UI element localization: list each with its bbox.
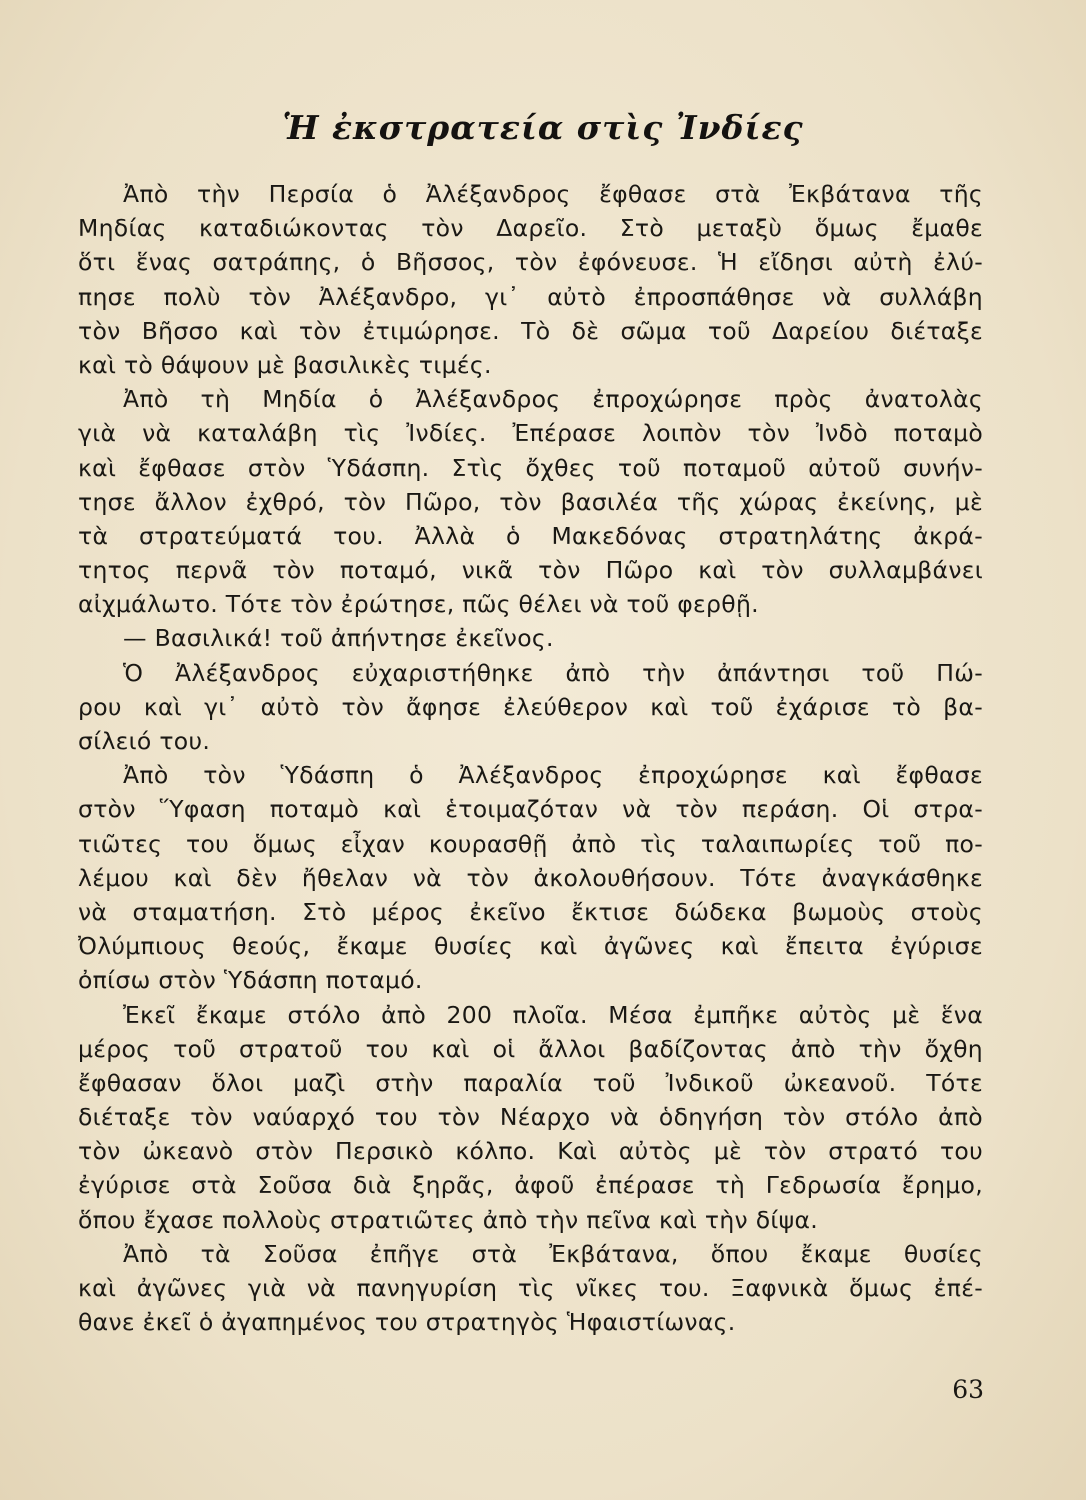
text-line: Ἀπὸ τὰ Σοῦσα ἐπῆγε στὰ Ἐκβάτανα, ὅπου ἔκαμε θυσίες [123,1239,983,1268]
text-line: καὶ ἀγῶνες γιὰ νὰ πανηγυρίση τὶς νῖκες του. Ξαφνικὰ ὅμως ἐπέ- [78,1274,983,1302]
text-line: ὅπου ἔχασε πολλοὺς στρατιῶτες ἀπὸ τὴν πεῖνα καὶ τὴν δίψα. [78,1205,819,1234]
text-line: καὶ τὸ θάψουν μὲ βασιλικὲς τιμές. [78,350,492,379]
text-line: ἐγύρισε στὰ Σοῦσα διὰ ξηρᾶς, ἀφοῦ ἐπέρασε τὴ Γεδρωσία ἔρημο, [78,1171,983,1200]
text-line: στὸν Ὕφαση ποταμὸ καὶ ἑτοιμαζόταν νὰ τὸν περάση. Οἱ στρα- [78,795,983,824]
text-line: Ὁ Ἀλέξανδρος εὐχαριστήθηκε ἀπὸ τὴν ἀπάντησι τοῦ Πώ- [123,658,983,687]
text-line: Μηδίας καταδιώκοντας τὸν Δαρεῖο. Στὸ μεταξὺ ὅμως ἔμαθε [78,214,983,243]
text-line: Ἀπὸ τὸν Ὑδάσπη ὁ Ἀλέξανδρος ἐπροχώρησε καὶ ἔφθασε [123,761,983,790]
text-line: διέταξε τὸν ναύαρχό του τὸν Νέαρχο νὰ ὁδηγήση τὸν στόλο ἀπὸ [78,1103,983,1132]
text-line: αἰχμάλωτο. Τότε τὸν ἐρώτησε, πῶς θέλει νὰ τοῦ φερθῇ. [78,590,759,619]
text-line: ρου καὶ γι᾽ αὐτὸ τὸν ἄφησε ἐλεύθερον καὶ τοῦ ἐχάρισε τὸ βα- [78,692,983,721]
text-line: τὸν ὠκεανὸ στὸν Περσικὸ κόλπο. Καὶ αὐτὸς μὲ τὸν στρατό του [78,1137,983,1166]
text-line: ὀπίσω στὸν Ὑδάσπη ποταμό. [78,966,423,995]
text-line: λέμου καὶ δὲν ἤθελαν νὰ τὸν ἀκολουθήσουν. Τότε ἀναγκάσθηκε [78,863,983,892]
text-line: θανε ἐκεῖ ὁ ἀγαπημένος του στρατηγὸς Ἡφαιστίωνας. [78,1308,736,1337]
text-line: καὶ ἔφθασε στὸν Ὑδάσπη. Στὶς ὄχθες τοῦ ποταμοῦ αὐτοῦ συνήν- [78,453,983,482]
text-line: πησε πολὺ τὸν Ἀλέξανδρο, γι᾽ αὐτὸ ἐπροσπάθησε νὰ συλλάβη [78,282,983,311]
text-line: μέρος τοῦ στρατοῦ του καὶ οἱ ἄλλοι βαδίζοντας ἀπὸ τὴν ὄχθη [78,1034,983,1063]
text-line: — Βασιλικά! τοῦ ἀπήντησε ἐκεῖνος. [123,624,554,653]
text-line: Ἀπὸ τὴν Περσία ὁ Ἀλέξανδρος ἔφθασε στὰ Ἐκβάτανα τῆς [123,180,983,208]
text-line: τησε ἄλλον ἐχθρό, τὸν Πῶρο, τὸν βασιλέα τῆς χώρας ἐκείνης, μὲ [78,487,983,516]
text-line: Ὀλύμπιους θεούς, ἔκαμε θυσίες καὶ ἀγῶνες καὶ ἔπειτα ἐγύρισε [78,932,983,961]
text-line: Ἀπὸ τὴ Μηδία ὁ Ἀλέξανδρος ἐπροχώρησε πρὸς ἀνατολὰς [123,385,983,414]
text-line: τιῶτες του ὅμως εἶχαν κουρασθῇ ἀπὸ τὶς ταλαιπωρίες τοῦ πο- [78,829,983,858]
text-line: τὰ στρατεύματά του. Ἀλλὰ ὁ Μακεδόνας στρατηλάτης ἀκρά- [78,521,983,550]
text-line: ἔφθασαν ὅλοι μαζὶ στὴν παραλία τοῦ Ἰνδικοῦ ὠκεανοῦ. Τότε [78,1068,983,1097]
text-line: τὸν Βῆσσο καὶ τὸν ἐτιμώρησε. Τὸ δὲ σῶμα τοῦ Δαρείου διέταξε [78,316,983,345]
body-text [78,177,983,1339]
text-line: σίλειό του. [78,727,211,755]
page-number: 63 [952,1375,984,1404]
text-line: Ἐκεῖ ἔκαμε στόλο ἀπὸ 200 πλοῖα. Μέσα ἐμπῆκε αὐτὸς μὲ ἕνα [123,1000,983,1029]
text-line: ὅτι ἕνας σατράπης, ὁ Βῆσσος, τὸν ἐφόνευσε. Ἡ εἴδησι αὐτὴ ἐλύ- [78,248,983,277]
text-line: τητος περνᾶ τὸν ποταμό, νικᾶ τὸν Πῶρο καὶ τὸν συλλαμβάνει [78,556,983,585]
text-line: νὰ σταματήση. Στὸ μέρος ἐκεῖνο ἔκτισε δώδεκα βωμοὺς στοὺς [78,897,983,926]
text-line: γιὰ νὰ καταλάβη τὶς Ἰνδίες. Ἐπέρασε λοιπὸν τὸν Ἰνδὸ ποταμὸ [78,419,983,448]
chapter-title: Ἡ ἐκστρατεία στὶς Ἰνδίες [282,108,804,147]
